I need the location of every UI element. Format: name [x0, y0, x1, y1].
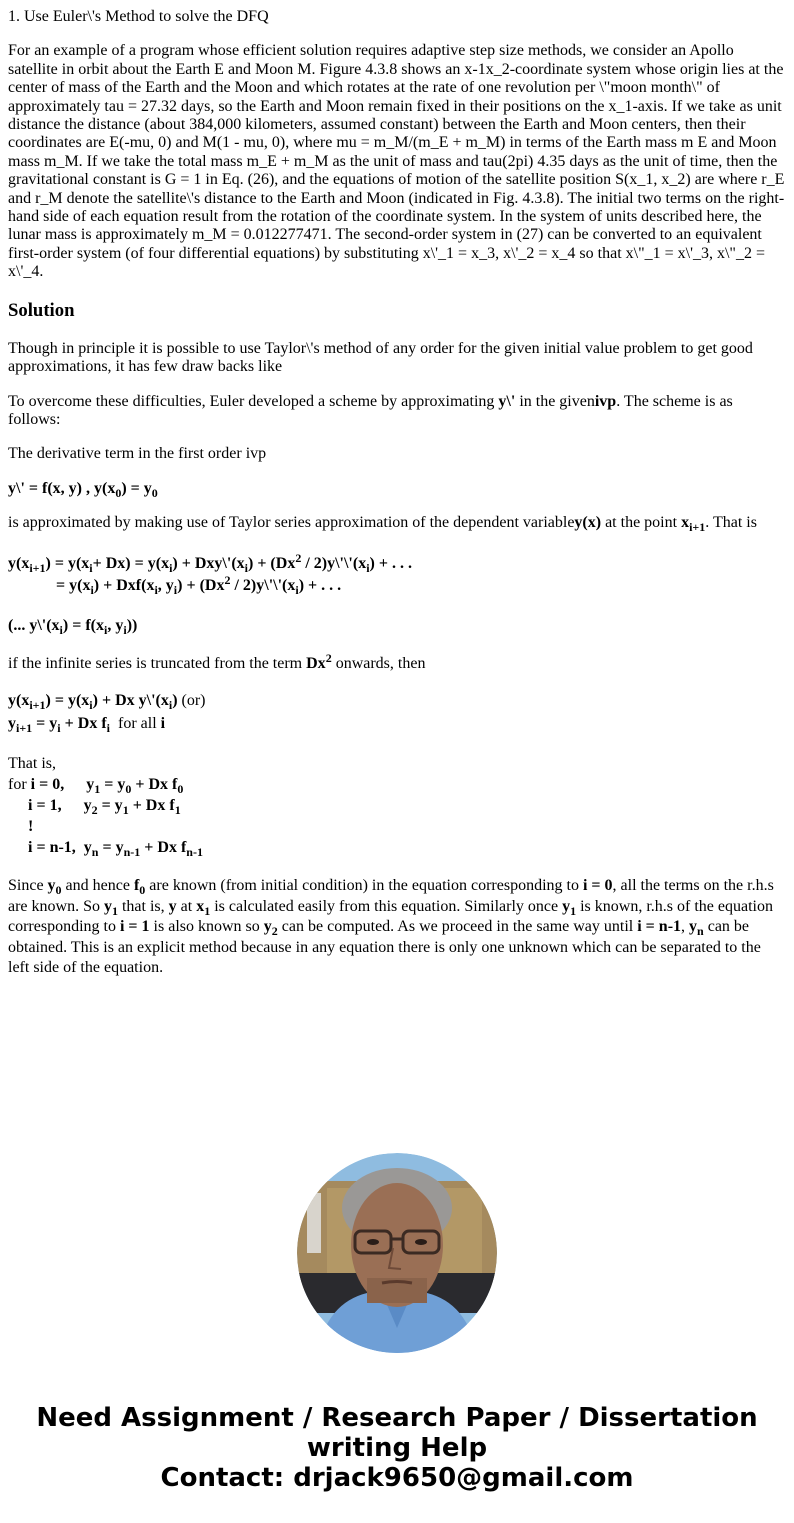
- emphasis: ivp: [594, 392, 617, 410]
- taylor-expansion: [8, 550, 786, 597]
- step-1: i = 1, $y_2 = y_1 + Dx$ $f_1$: [28, 797, 181, 818]
- solution-paragraph-5: if the infinite series is truncated from the term Dx$^2$ onwards, then: [8, 650, 426, 672]
- text: y\' = f(x, y) , y(x: [8, 479, 116, 497]
- promo-banner: [0, 1403, 794, 1493]
- step-ellipsis: !: [28, 818, 34, 836]
- promo-line-2: writing Help: [306, 1433, 488, 1463]
- euler-steps: [8, 753, 786, 858]
- solution-paragraph-4: [8, 514, 786, 535]
- taylor-line-1: $y(x_{i+1}) = y(x_i+ Dx) = y(x_i)$ + $Dxy\backslash'(x_i) + (Dx^2$ / $2)y\backslash'\backslash'(x_i)$ + . . .: [8, 550, 412, 575]
- text: ) = y: [121, 479, 152, 497]
- text: . The scheme is as follows:: [8, 392, 733, 428]
- subscript: i+1: [689, 520, 706, 535]
- euler-line-1: $y(x_{i+1}) = y(x_i) + Dx$ $y\backslash'(x_i)$ (or): [8, 692, 206, 713]
- derivative-note: (... $y\backslash'(x_i) = f(x_i$, $y_i$)): [8, 616, 138, 637]
- solution-heading: Solution: [8, 299, 75, 321]
- promo-line-1: Need Assignment / Research Paper / Dissertation: [36, 1403, 758, 1433]
- subscript: 0: [115, 485, 122, 500]
- step-n: i = n-1, $y_n = y_{n-1} + Dx$ $f_{n-1}$: [28, 839, 203, 860]
- text: in the given: [515, 392, 595, 410]
- avatar: [297, 1153, 497, 1353]
- step-0: for i = 0, $y_1 = y_0 + Dx$ $f_0$: [8, 776, 184, 797]
- emphasis: y\': [498, 392, 516, 410]
- question-body: For an example of a program whose efficient solution requires adaptive step size methods, we consider an Apollo satellite in orbit about the Earth E and Moon M. Figure 4.3.8 shows an x-1x_2-coordinate system whose origin lies at the center of mass of the Earth and the Moon and which rotates at the rate of one revolution per \"moon month\" of approximately tau = 27.32 days, so the Earth and Moon remain fixed in their positions on the x_1-axis. If we take as unit distance the distance (about 384,000 kilometers, assumed constant) between the Earth and Moon centers, then their coordinates are E(-mu, 0) and M(1 - mu, 0), where mu = m_M/(m_E + m_M) in terms of the Earth mass m E and Moon mass m_M. If we take the total mass m_E + m_M as the unit of mass and tau(2pi) 4.35 days as the unit of time, then the gravitational constant is G = 1 in Eq. (26), and the equations of motion of the satellite position S(x_1, x_2) are where r_E and r_M denote the satellite\'s distance to the Earth and Moon (indicated in Fig. 4.3.8). The initial two terms on the right-hand side of each equation result from the rotation of the coordinate system. In the system of units described here, the lunar mass is approximately m_M = 0.012277471. The second-order system in (27) can be converted to an equivalent first-order system (of four differential equations) by substituting x\'_1 = x_3, x\'_2 = x_4 so that x\"_1 = x\'_3, x\"_2 = x\'_4.: [8, 42, 785, 281]
- text: . That is: [705, 514, 757, 532]
- euler-formula: [8, 689, 786, 735]
- taylor-line-2: = $y(x_i) + Dxf(x_i$, $y_i) + (Dx^2$ / $2)y\backslash'\backslash'(x_i)$ + . . .: [56, 572, 342, 597]
- solution-paragraph-1: Though in principle it is possible to use Taylor\'s method of any order for the given initial value problem to get good approximations, it has few draw backs like: [8, 339, 753, 376]
- text: To overcome these difficulties, Euler developed a scheme by approximating: [8, 392, 499, 410]
- solution-paragraph-3: The derivative term in the first order ivp: [8, 445, 267, 463]
- emphasis: y(x): [574, 514, 602, 532]
- text: is approximated by making use of Taylor series approximation of the dependent variable: [8, 514, 575, 532]
- promo-contact: Contact: drjack9650@gmail.com: [160, 1463, 634, 1493]
- solution-closing-paragraph: Since $y_0$ and hence $f_0$ are known (from initial condition) in the equation corresponding to i = 0, all the terms on the r.h.s are known. So $y_1$ that is, y at $x_1$ is calculated easily from this equation. Similarly once $y_1$ is known, r.h.s of the equation corresponding to i = 1 is also known so $y_2$ can be computed. As we proceed in the same way until i = n-1, $y_n$ can be obtained. This is an explicit method because in any equation there is only one unknown which can be separated to the left side of the equation.: [8, 877, 774, 977]
- solution-paragraph-2: [8, 393, 786, 430]
- emphasis: x: [681, 514, 690, 532]
- euler-line-2: $y_{i+1} = y_i + Dx$ $f_i$ for all i: [8, 715, 166, 736]
- ivp-equation: [8, 480, 786, 498]
- text: at the point: [601, 514, 682, 532]
- portrait-image: [297, 1153, 497, 1353]
- that-is-label: That is,: [8, 755, 56, 773]
- subscript: 0: [151, 485, 158, 500]
- question-title: 1. Use Euler\'s Method to solve the DFQ: [8, 8, 269, 25]
